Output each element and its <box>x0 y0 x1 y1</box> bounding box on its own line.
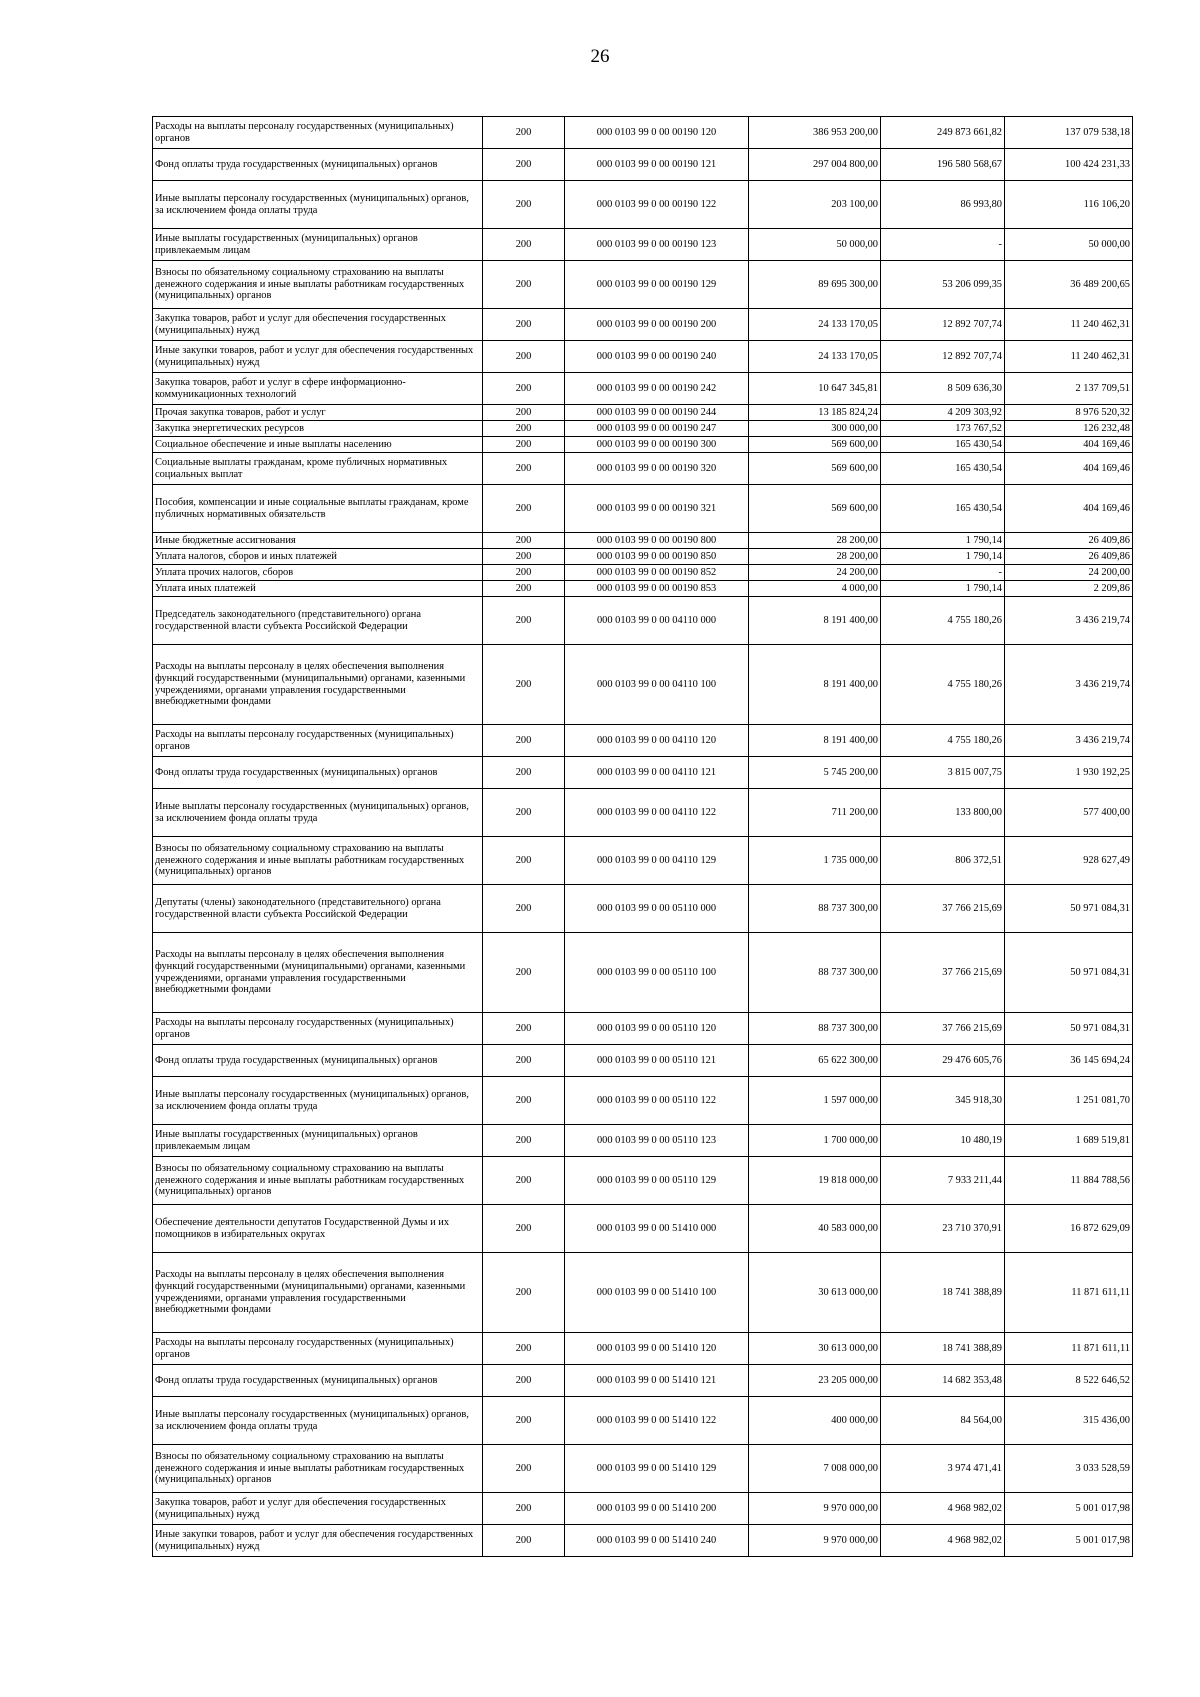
executed-amount-cell: 86 993,80 <box>881 181 1005 229</box>
table-row <box>153 885 1133 933</box>
approved-amount-cell: 1 597 000,00 <box>749 1077 881 1125</box>
unexecuted-amount-cell: 2 137 709,51 <box>1005 373 1133 405</box>
unexecuted-amount-cell: 50 971 084,31 <box>1005 885 1133 933</box>
expense-name-cell: Иные закупки товаров, работ и услуг для обеспечения государственных (муниципальных) нужд <box>153 1525 483 1557</box>
expense-name-cell: Расходы на выплаты персоналу государственных (муниципальных) органов <box>153 1333 483 1365</box>
budget-code-cell: 000 0103 99 0 00 05110 122 <box>565 1077 749 1125</box>
approved-amount-cell: 40 583 000,00 <box>749 1205 881 1253</box>
budget-code-cell: 000 0103 99 0 00 00190 120 <box>565 117 749 149</box>
executed-amount-cell: 1 790,14 <box>881 533 1005 549</box>
line-code-cell: 200 <box>483 261 565 309</box>
expense-name-cell: Расходы на выплаты персоналу государственных (муниципальных) органов <box>153 1013 483 1045</box>
unexecuted-amount-cell: 5 001 017,98 <box>1005 1493 1133 1525</box>
budget-code-cell: 000 0103 99 0 00 05110 100 <box>565 933 749 1013</box>
line-code-cell: 200 <box>483 485 565 533</box>
budget-code-cell: 000 0103 99 0 00 04110 129 <box>565 837 749 885</box>
approved-amount-cell: 50 000,00 <box>749 229 881 261</box>
executed-amount-cell: 37 766 215,69 <box>881 885 1005 933</box>
budget-code-cell: 000 0103 99 0 00 51410 120 <box>565 1333 749 1365</box>
budget-code-cell: 000 0103 99 0 00 00190 800 <box>565 533 749 549</box>
approved-amount-cell: 386 953 200,00 <box>749 117 881 149</box>
table-row <box>153 645 1133 725</box>
expense-name-cell: Расходы на выплаты персоналу в целях обеспечения выполнения функций государственными (муниципальными) органами, казенными учреждениями, органами управления государственными внебюджетными фондами <box>153 1253 483 1333</box>
table-row <box>153 933 1133 1013</box>
approved-amount-cell: 203 100,00 <box>749 181 881 229</box>
expense-name-cell: Фонд оплаты труда государственных (муниципальных) органов <box>153 1045 483 1077</box>
approved-amount-cell: 88 737 300,00 <box>749 885 881 933</box>
unexecuted-amount-cell: 8 976 520,32 <box>1005 405 1133 421</box>
expense-name-cell: Закупка товаров, работ и услуг в сфере информационно-коммуникационных технологий <box>153 373 483 405</box>
approved-amount-cell: 8 191 400,00 <box>749 725 881 757</box>
line-code-cell: 200 <box>483 453 565 485</box>
line-code-cell: 200 <box>483 1365 565 1397</box>
unexecuted-amount-cell: 137 079 538,18 <box>1005 117 1133 149</box>
executed-amount-cell: 18 741 388,89 <box>881 1333 1005 1365</box>
unexecuted-amount-cell: 2 209,86 <box>1005 581 1133 597</box>
line-code-cell: 200 <box>483 1125 565 1157</box>
budget-code-cell: 000 0103 99 0 00 00190 122 <box>565 181 749 229</box>
budget-code-cell: 000 0103 99 0 00 51410 240 <box>565 1525 749 1557</box>
page-number: 26 <box>590 46 610 67</box>
budget-code-cell: 000 0103 99 0 00 00190 852 <box>565 565 749 581</box>
executed-amount-cell: 37 766 215,69 <box>881 933 1005 1013</box>
expense-name-cell: Уплата прочих налогов, сборов <box>153 565 483 581</box>
expense-name-cell: Иные закупки товаров, работ и услуг для обеспечения государственных (муниципальных) нужд <box>153 341 483 373</box>
unexecuted-amount-cell: 1 689 519,81 <box>1005 1125 1133 1157</box>
executed-amount-cell: 806 372,51 <box>881 837 1005 885</box>
unexecuted-amount-cell: 11 871 611,11 <box>1005 1253 1133 1333</box>
table-row <box>153 453 1133 485</box>
budget-code-cell: 000 0103 99 0 00 00190 853 <box>565 581 749 597</box>
budget-code-cell: 000 0103 99 0 00 00190 321 <box>565 485 749 533</box>
expense-name-cell: Депутаты (члены) законодательного (представительного) органа государственной власти субъекта Российской Федерации <box>153 885 483 933</box>
line-code-cell: 200 <box>483 1333 565 1365</box>
expense-name-cell: Иные выплаты персоналу государственных (муниципальных) органов, за исключением фонда оплаты труда <box>153 1077 483 1125</box>
table-row <box>153 565 1133 581</box>
approved-amount-cell: 297 004 800,00 <box>749 149 881 181</box>
unexecuted-amount-cell: 11 240 462,31 <box>1005 309 1133 341</box>
approved-amount-cell: 88 737 300,00 <box>749 933 881 1013</box>
budget-code-cell: 000 0103 99 0 00 05110 123 <box>565 1125 749 1157</box>
expense-name-cell: Фонд оплаты труда государственных (муниципальных) органов <box>153 757 483 789</box>
table-row <box>153 1365 1133 1397</box>
expense-name-cell: Социальное обеспечение и иные выплаты населению <box>153 437 483 453</box>
unexecuted-amount-cell: 11 871 611,11 <box>1005 1333 1133 1365</box>
line-code-cell: 200 <box>483 757 565 789</box>
table-row <box>153 1445 1133 1493</box>
expense-name-cell: Закупка энергетических ресурсов <box>153 421 483 437</box>
approved-amount-cell: 13 185 824,24 <box>749 405 881 421</box>
expense-name-cell: Иные выплаты государственных (муниципальных) органов привлекаемым лицам <box>153 229 483 261</box>
executed-amount-cell: 4 209 303,92 <box>881 405 1005 421</box>
approved-amount-cell: 4 000,00 <box>749 581 881 597</box>
approved-amount-cell: 24 133 170,05 <box>749 309 881 341</box>
line-code-cell: 200 <box>483 1525 565 1557</box>
expense-name-cell: Расходы на выплаты персоналу государственных (муниципальных) органов <box>153 725 483 757</box>
unexecuted-amount-cell: 404 169,46 <box>1005 437 1133 453</box>
unexecuted-amount-cell: 126 232,48 <box>1005 421 1133 437</box>
unexecuted-amount-cell: 100 424 231,33 <box>1005 149 1133 181</box>
unexecuted-amount-cell: 116 106,20 <box>1005 181 1133 229</box>
executed-amount-cell: 23 710 370,91 <box>881 1205 1005 1253</box>
unexecuted-amount-cell: 3 033 528,59 <box>1005 1445 1133 1493</box>
table-row <box>153 1493 1133 1525</box>
table-row <box>153 757 1133 789</box>
table-body <box>153 117 1133 1557</box>
line-code-cell: 200 <box>483 1205 565 1253</box>
executed-amount-cell: 165 430,54 <box>881 437 1005 453</box>
approved-amount-cell: 9 970 000,00 <box>749 1493 881 1525</box>
line-code-cell: 200 <box>483 437 565 453</box>
unexecuted-amount-cell: 24 200,00 <box>1005 565 1133 581</box>
unexecuted-amount-cell: 50 000,00 <box>1005 229 1133 261</box>
approved-amount-cell: 711 200,00 <box>749 789 881 837</box>
table-row <box>153 1397 1133 1445</box>
unexecuted-amount-cell: 5 001 017,98 <box>1005 1525 1133 1557</box>
executed-amount-cell: 1 790,14 <box>881 549 1005 565</box>
unexecuted-amount-cell: 577 400,00 <box>1005 789 1133 837</box>
executed-amount-cell: - <box>881 229 1005 261</box>
executed-amount-cell: 3 815 007,75 <box>881 757 1005 789</box>
executed-amount-cell: 10 480,19 <box>881 1125 1005 1157</box>
line-code-cell: 200 <box>483 229 565 261</box>
approved-amount-cell: 30 613 000,00 <box>749 1333 881 1365</box>
expense-name-cell: Фонд оплаты труда государственных (муниципальных) органов <box>153 1365 483 1397</box>
executed-amount-cell: 1 790,14 <box>881 581 1005 597</box>
unexecuted-amount-cell: 50 971 084,31 <box>1005 1013 1133 1045</box>
expense-name-cell: Взносы по обязательному социальному страхованию на выплаты денежного содержания и иные выплаты работникам государственных (муниципальных) органов <box>153 1445 483 1493</box>
line-code-cell: 200 <box>483 1013 565 1045</box>
budget-code-cell: 000 0103 99 0 00 00190 200 <box>565 309 749 341</box>
budget-code-cell: 000 0103 99 0 00 00190 242 <box>565 373 749 405</box>
unexecuted-amount-cell: 404 169,46 <box>1005 485 1133 533</box>
line-code-cell: 200 <box>483 1397 565 1445</box>
table-row <box>153 1525 1133 1557</box>
budget-code-cell: 000 0103 99 0 00 00190 850 <box>565 549 749 565</box>
expense-name-cell: Иные выплаты персоналу государственных (муниципальных) органов, за исключением фонда оплаты труда <box>153 181 483 229</box>
table-row <box>153 1205 1133 1253</box>
line-code-cell: 200 <box>483 1157 565 1205</box>
expense-name-cell: Взносы по обязательному социальному страхованию на выплаты денежного содержания и иные выплаты работникам государственных (муниципальных) органов <box>153 837 483 885</box>
executed-amount-cell: 7 933 211,44 <box>881 1157 1005 1205</box>
approved-amount-cell: 65 622 300,00 <box>749 1045 881 1077</box>
expense-name-cell: Уплата иных платежей <box>153 581 483 597</box>
table-row <box>153 373 1133 405</box>
unexecuted-amount-cell: 11 240 462,31 <box>1005 341 1133 373</box>
expense-name-cell: Прочая закупка товаров, работ и услуг <box>153 405 483 421</box>
table-row <box>153 149 1133 181</box>
line-code-cell: 200 <box>483 1077 565 1125</box>
line-code-cell: 200 <box>483 1445 565 1493</box>
table-row <box>153 181 1133 229</box>
budget-code-cell: 000 0103 99 0 00 51410 121 <box>565 1365 749 1397</box>
approved-amount-cell: 89 695 300,00 <box>749 261 881 309</box>
line-code-cell: 200 <box>483 181 565 229</box>
budget-code-cell: 000 0103 99 0 00 05110 129 <box>565 1157 749 1205</box>
budget-code-cell: 000 0103 99 0 00 51410 000 <box>565 1205 749 1253</box>
line-code-cell: 200 <box>483 645 565 725</box>
table-row <box>153 341 1133 373</box>
budget-code-cell: 000 0103 99 0 00 00190 123 <box>565 229 749 261</box>
budget-code-cell: 000 0103 99 0 00 00190 129 <box>565 261 749 309</box>
table-row <box>153 421 1133 437</box>
line-code-cell: 200 <box>483 341 565 373</box>
line-code-cell: 200 <box>483 533 565 549</box>
executed-amount-cell: 12 892 707,74 <box>881 309 1005 341</box>
unexecuted-amount-cell: 36 489 200,65 <box>1005 261 1133 309</box>
approved-amount-cell: 30 613 000,00 <box>749 1253 881 1333</box>
budget-code-cell: 000 0103 99 0 00 05110 121 <box>565 1045 749 1077</box>
executed-amount-cell: 8 509 636,30 <box>881 373 1005 405</box>
table-row <box>153 1253 1133 1333</box>
table-row <box>153 725 1133 757</box>
budget-code-cell: 000 0103 99 0 00 04110 120 <box>565 725 749 757</box>
approved-amount-cell: 23 205 000,00 <box>749 1365 881 1397</box>
expense-name-cell: Закупка товаров, работ и услуг для обеспечения государственных (муниципальных) нужд <box>153 309 483 341</box>
table-row <box>153 437 1133 453</box>
table-row <box>153 1077 1133 1125</box>
line-code-cell: 200 <box>483 597 565 645</box>
table-row <box>153 1045 1133 1077</box>
unexecuted-amount-cell: 8 522 646,52 <box>1005 1365 1133 1397</box>
approved-amount-cell: 1 735 000,00 <box>749 837 881 885</box>
approved-amount-cell: 300 000,00 <box>749 421 881 437</box>
unexecuted-amount-cell: 315 436,00 <box>1005 1397 1133 1445</box>
line-code-cell: 200 <box>483 933 565 1013</box>
approved-amount-cell: 7 008 000,00 <box>749 1445 881 1493</box>
expense-name-cell: Уплата налогов, сборов и иных платежей <box>153 549 483 565</box>
budget-code-cell: 000 0103 99 0 00 00190 300 <box>565 437 749 453</box>
expense-name-cell: Пособия, компенсации и иные социальные выплаты гражданам, кроме публичных нормативных обязательств <box>153 485 483 533</box>
expense-name-cell: Иные выплаты государственных (муниципальных) органов привлекаемым лицам <box>153 1125 483 1157</box>
budget-code-cell: 000 0103 99 0 00 04110 100 <box>565 645 749 725</box>
unexecuted-amount-cell: 3 436 219,74 <box>1005 597 1133 645</box>
executed-amount-cell: 12 892 707,74 <box>881 341 1005 373</box>
approved-amount-cell: 8 191 400,00 <box>749 645 881 725</box>
budget-code-cell: 000 0103 99 0 00 00190 244 <box>565 405 749 421</box>
table-row <box>153 261 1133 309</box>
table-row <box>153 117 1133 149</box>
approved-amount-cell: 24 133 170,05 <box>749 341 881 373</box>
line-code-cell: 200 <box>483 309 565 341</box>
budget-code-cell: 000 0103 99 0 00 04110 121 <box>565 757 749 789</box>
unexecuted-amount-cell: 26 409,86 <box>1005 549 1133 565</box>
unexecuted-amount-cell: 1 251 081,70 <box>1005 1077 1133 1125</box>
approved-amount-cell: 5 745 200,00 <box>749 757 881 789</box>
expense-name-cell: Председатель законодательного (представительного) органа государственной власти субъекта Российской Федерации <box>153 597 483 645</box>
line-code-cell: 200 <box>483 581 565 597</box>
executed-amount-cell: 4 755 180,26 <box>881 645 1005 725</box>
table-row <box>153 1157 1133 1205</box>
line-code-cell: 200 <box>483 1493 565 1525</box>
unexecuted-amount-cell: 50 971 084,31 <box>1005 933 1133 1013</box>
budget-code-cell: 000 0103 99 0 00 04110 122 <box>565 789 749 837</box>
budget-code-cell: 000 0103 99 0 00 51410 122 <box>565 1397 749 1445</box>
unexecuted-amount-cell: 1 930 192,25 <box>1005 757 1133 789</box>
budget-code-cell: 000 0103 99 0 00 00190 240 <box>565 341 749 373</box>
unexecuted-amount-cell: 16 872 629,09 <box>1005 1205 1133 1253</box>
line-code-cell: 200 <box>483 373 565 405</box>
expense-name-cell: Обеспечение деятельности депутатов Государственной Думы и их помощников в избирательных округах <box>153 1205 483 1253</box>
unexecuted-amount-cell: 26 409,86 <box>1005 533 1133 549</box>
expense-name-cell: Расходы на выплаты персоналу в целях обеспечения выполнения функций государственными (муниципальными) органами, казенными учреждениями, органами управления государственными внебюджетными фондами <box>153 933 483 1013</box>
executed-amount-cell: 53 206 099,35 <box>881 261 1005 309</box>
line-code-cell: 200 <box>483 549 565 565</box>
approved-amount-cell: 569 600,00 <box>749 437 881 453</box>
approved-amount-cell: 8 191 400,00 <box>749 597 881 645</box>
expense-name-cell: Фонд оплаты труда государственных (муниципальных) органов <box>153 149 483 181</box>
expense-name-cell: Расходы на выплаты персоналу в целях обеспечения выполнения функций государственными (муниципальными) органами, казенными учреждениями, органами управления государственными внебюджетными фондами <box>153 645 483 725</box>
executed-amount-cell: - <box>881 565 1005 581</box>
unexecuted-amount-cell: 11 884 788,56 <box>1005 1157 1133 1205</box>
executed-amount-cell: 18 741 388,89 <box>881 1253 1005 1333</box>
expense-name-cell: Иные бюджетные ассигнования <box>153 533 483 549</box>
budget-code-cell: 000 0103 99 0 00 51410 200 <box>565 1493 749 1525</box>
line-code-cell: 200 <box>483 885 565 933</box>
unexecuted-amount-cell: 3 436 219,74 <box>1005 645 1133 725</box>
unexecuted-amount-cell: 36 145 694,24 <box>1005 1045 1133 1077</box>
line-code-cell: 200 <box>483 421 565 437</box>
line-code-cell: 200 <box>483 725 565 757</box>
executed-amount-cell: 14 682 353,48 <box>881 1365 1005 1397</box>
expense-name-cell: Социальные выплаты гражданам, кроме публичных нормативных социальных выплат <box>153 453 483 485</box>
approved-amount-cell: 24 200,00 <box>749 565 881 581</box>
line-code-cell: 200 <box>483 565 565 581</box>
executed-amount-cell: 4 755 180,26 <box>881 597 1005 645</box>
table-row <box>153 309 1133 341</box>
line-code-cell: 200 <box>483 149 565 181</box>
executed-amount-cell: 84 564,00 <box>881 1397 1005 1445</box>
budget-code-cell: 000 0103 99 0 00 05110 000 <box>565 885 749 933</box>
budget-code-cell: 000 0103 99 0 00 05110 120 <box>565 1013 749 1045</box>
expense-name-cell: Взносы по обязательному социальному страхованию на выплаты денежного содержания и иные выплаты работникам государственных (муниципальных) органов <box>153 1157 483 1205</box>
unexecuted-amount-cell: 404 169,46 <box>1005 453 1133 485</box>
approved-amount-cell: 9 970 000,00 <box>749 1525 881 1557</box>
executed-amount-cell: 4 968 982,02 <box>881 1493 1005 1525</box>
line-code-cell: 200 <box>483 789 565 837</box>
unexecuted-amount-cell: 928 627,49 <box>1005 837 1133 885</box>
executed-amount-cell: 29 476 605,76 <box>881 1045 1005 1077</box>
approved-amount-cell: 28 200,00 <box>749 533 881 549</box>
budget-code-cell: 000 0103 99 0 00 04110 000 <box>565 597 749 645</box>
table-row <box>153 1333 1133 1365</box>
table-row <box>153 229 1133 261</box>
executed-amount-cell: 133 800,00 <box>881 789 1005 837</box>
table-row <box>153 1013 1133 1045</box>
budget-code-cell: 000 0103 99 0 00 00190 247 <box>565 421 749 437</box>
table-row <box>153 533 1133 549</box>
budget-code-cell: 000 0103 99 0 00 00190 320 <box>565 453 749 485</box>
expense-name-cell: Иные выплаты персоналу государственных (муниципальных) органов, за исключением фонда оплаты труда <box>153 789 483 837</box>
approved-amount-cell: 88 737 300,00 <box>749 1013 881 1045</box>
budget-code-cell: 000 0103 99 0 00 51410 100 <box>565 1253 749 1333</box>
table-row <box>153 581 1133 597</box>
expense-name-cell: Закупка товаров, работ и услуг для обеспечения государственных (муниципальных) нужд <box>153 1493 483 1525</box>
table-row <box>153 549 1133 565</box>
executed-amount-cell: 196 580 568,67 <box>881 149 1005 181</box>
approved-amount-cell: 10 647 345,81 <box>749 373 881 405</box>
approved-amount-cell: 569 600,00 <box>749 453 881 485</box>
executed-amount-cell: 37 766 215,69 <box>881 1013 1005 1045</box>
table-row <box>153 405 1133 421</box>
line-code-cell: 200 <box>483 405 565 421</box>
executed-amount-cell: 173 767,52 <box>881 421 1005 437</box>
line-code-cell: 200 <box>483 117 565 149</box>
executed-amount-cell: 4 755 180,26 <box>881 725 1005 757</box>
table-row <box>153 597 1133 645</box>
approved-amount-cell: 19 818 000,00 <box>749 1157 881 1205</box>
approved-amount-cell: 28 200,00 <box>749 549 881 565</box>
budget-code-cell: 000 0103 99 0 00 51410 129 <box>565 1445 749 1493</box>
budget-code-cell: 000 0103 99 0 00 00190 121 <box>565 149 749 181</box>
expense-name-cell: Расходы на выплаты персоналу государственных (муниципальных) органов <box>153 117 483 149</box>
line-code-cell: 200 <box>483 1045 565 1077</box>
executed-amount-cell: 165 430,54 <box>881 485 1005 533</box>
table-row <box>153 837 1133 885</box>
executed-amount-cell: 345 918,30 <box>881 1077 1005 1125</box>
table-row <box>153 1125 1133 1157</box>
executed-amount-cell: 165 430,54 <box>881 453 1005 485</box>
line-code-cell: 200 <box>483 837 565 885</box>
table-row <box>153 485 1133 533</box>
executed-amount-cell: 249 873 661,82 <box>881 117 1005 149</box>
expense-name-cell: Иные выплаты персоналу государственных (муниципальных) органов, за исключением фонда оплаты труда <box>153 1397 483 1445</box>
expense-name-cell: Взносы по обязательному социальному страхованию на выплаты денежного содержания и иные выплаты работникам государственных (муниципальных) органов <box>153 261 483 309</box>
line-code-cell: 200 <box>483 1253 565 1333</box>
budget-execution-table <box>152 116 1133 1557</box>
approved-amount-cell: 400 000,00 <box>749 1397 881 1445</box>
executed-amount-cell: 3 974 471,41 <box>881 1445 1005 1493</box>
table-row <box>153 789 1133 837</box>
executed-amount-cell: 4 968 982,02 <box>881 1525 1005 1557</box>
approved-amount-cell: 569 600,00 <box>749 485 881 533</box>
approved-amount-cell: 1 700 000,00 <box>749 1125 881 1157</box>
unexecuted-amount-cell: 3 436 219,74 <box>1005 725 1133 757</box>
